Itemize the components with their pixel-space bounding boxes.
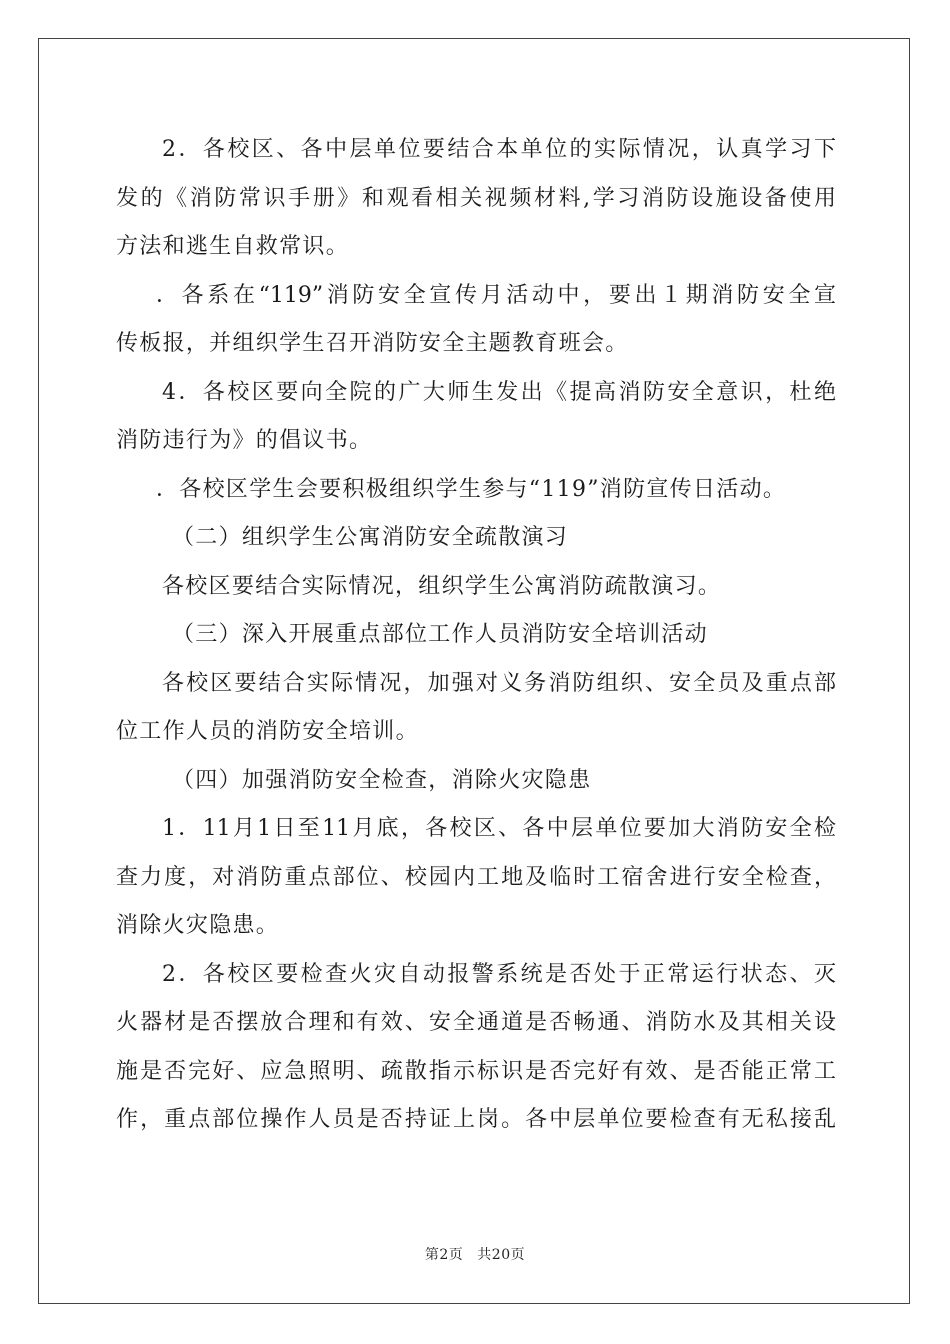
paragraph-line: 传板报，并组织学生召开消防安全主题教育班会。 xyxy=(116,331,629,356)
paragraph-line: 施是否完好、应急照明、疏散指示标识是否完好有效、是否能正常工 xyxy=(116,1058,836,1084)
document-body xyxy=(116,126,836,1145)
paragraph-line: 4．各校区要向全院的广大师生发出《提高消防安全意识，杜绝 xyxy=(162,379,836,405)
paragraph-line: 发的《消防常识手册》和观看相关视频材料,学习消防设施设备使用 xyxy=(116,185,836,211)
paragraph-line: ．各校区学生会要积极组织学生参与“119”消防宣传日活动。 xyxy=(156,476,787,502)
section-heading: （二）组织学生公寓消防安全疏散演习 xyxy=(172,525,569,550)
paragraph-line: 查力度，对消防重点部位、校园内工地及临时工宿舍进行安全检查， xyxy=(116,864,836,890)
page-number: 第2页 xyxy=(424,1247,464,1263)
paragraph-line: 2．各校区要检查火灾自动报警系统是否处于正常运行状态、灭 xyxy=(162,961,836,987)
section-heading: （三）深入开展重点部位工作人员消防安全培训活动 xyxy=(172,622,708,647)
paragraph-line: 位工作人员的消防安全培训。 xyxy=(116,719,419,744)
paragraph-line: 作，重点部位操作人员是否持证上岗。各中层单位要检查有无私接乱 xyxy=(116,1107,836,1132)
paragraph-line: ．各系在“119”消防安全宣传月活动中，要出１期消防安全宣 xyxy=(156,282,836,308)
paragraph-line: 1．11月1日至11月底，各校区、各中层单位要加大消防安全检 xyxy=(162,816,836,841)
page-total: 共20页 xyxy=(477,1247,526,1263)
page-footer xyxy=(0,1244,950,1264)
section-heading: （四）加强消防安全检查，消除火灾隐患 xyxy=(172,767,592,793)
paragraph-line: 各校区要结合实际情况，加强对义务消防组织、安全员及重点部 xyxy=(162,670,836,696)
paragraph-line: 消除火灾隐患。 xyxy=(116,913,280,938)
paragraph-line: 消防违行为》的倡议书。 xyxy=(116,428,373,453)
paragraph-line: 各校区要结合实际情况，组织学生公寓消防疏散演习。 xyxy=(162,573,722,599)
paragraph-line: 2．各校区、各中层单位要结合本单位的实际情况，认真学习下 xyxy=(162,137,836,162)
paragraph-line: 火器材是否摆放合理和有效、安全通道是否畅通、消防水及其相关设 xyxy=(116,1010,836,1035)
paragraph-line: 方法和逃生自救常识。 xyxy=(116,234,350,259)
